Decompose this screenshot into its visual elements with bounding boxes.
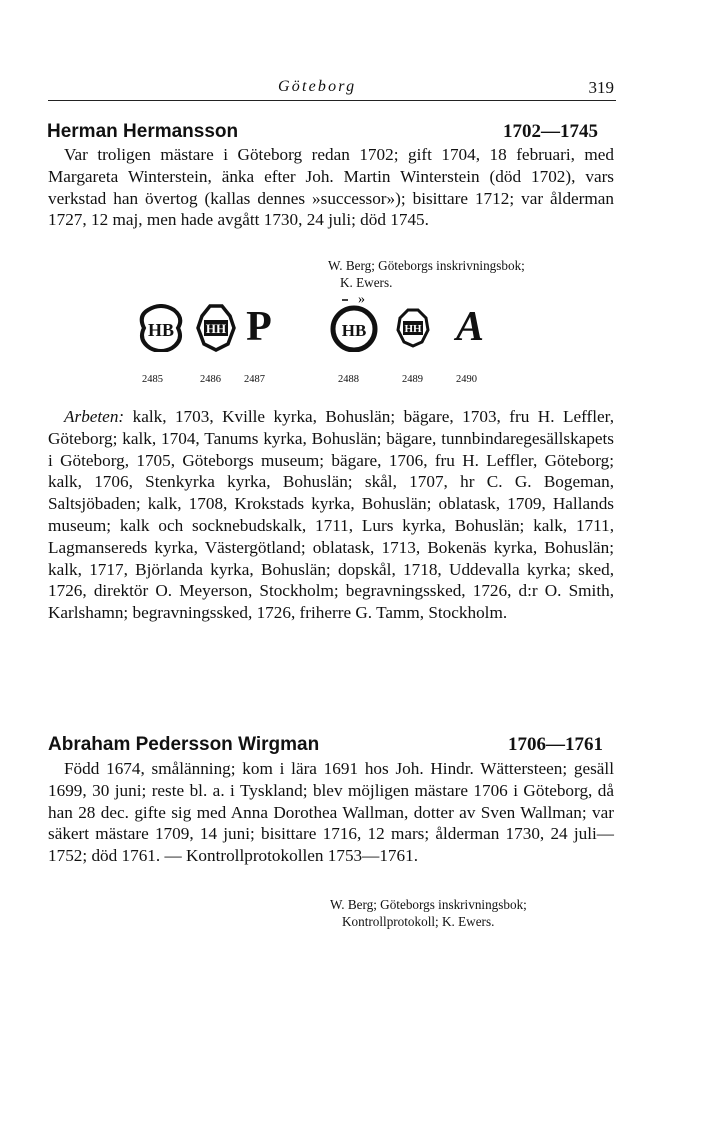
running-head-title: Göteborg	[278, 78, 357, 95]
svg-text:HB: HB	[147, 320, 175, 340]
source-line: K. Ewers.	[340, 275, 393, 290]
source-line: W. Berg; Göteborgs inskrivningsbok;	[328, 258, 525, 273]
hallmark-icon	[330, 304, 378, 352]
source-note	[330, 896, 527, 930]
mark-number: 2485	[142, 374, 163, 385]
works-list	[48, 406, 614, 624]
svg-text:»: »	[358, 292, 365, 306]
entry-years: 1702—1745	[503, 121, 598, 142]
works-label: Arbeten:	[64, 407, 125, 426]
svg-text:HH: HH	[205, 321, 227, 336]
svg-text:P: P	[246, 304, 272, 346]
svg-text:HB: HB	[341, 321, 367, 340]
svg-text:A: A	[455, 304, 485, 346]
mark-number: 2486	[200, 374, 221, 385]
hallmark-icon	[138, 304, 184, 352]
running-head	[48, 78, 616, 102]
hallmark-icon	[196, 304, 236, 352]
hallmarks	[138, 292, 518, 385]
mark-number: 2489	[402, 374, 423, 385]
svg-text:HH: HH	[404, 323, 422, 335]
source-line: Kontrollprotokoll; K. Ewers.	[342, 914, 495, 929]
hallmark-icon	[244, 302, 274, 346]
entry-name: Abraham Pedersson Wirgman	[48, 734, 320, 755]
header-rule	[48, 100, 616, 101]
entry-biography: Var troligen mästare i Göteborg redan 1702; gift 1704, 18 februari, med Margareta Winterstein, änka efter Joh. Martin Winterstein (död 1702), vars verkstad han övertog (kallas dennes »successor»); bisittare 1712; var ålderman 1727, 12 maj, men hade avgått 1730, 24 juli; död 1745.	[48, 145, 614, 230]
source-line: W. Berg; Göteborgs inskrivningsbok;	[330, 897, 527, 912]
mark-number: 2490	[456, 374, 477, 385]
page-number: 319	[588, 78, 614, 97]
entry-years: 1706—1761	[508, 734, 603, 755]
hallmark-icon	[450, 302, 490, 346]
entry-name: Herman Hermansson	[47, 121, 239, 142]
mark-number: 2487	[244, 374, 265, 385]
hallmark-icon	[396, 308, 430, 348]
works-text: kalk, 1703, Kville kyrka, Bohuslän; bägare, 1703, fru H. Leffler, Göteborg; kalk, 1704, Tanums kyrka, Bohuslän; bägare, tunnbindaregesällskapets i Göteborg, 1705, Göteborgs museum; bägare, 1706, fru H. Leffler, Göteborg; kalk, 1706, Stenkyrka kyrka, Bohuslän; skål, 1707, hr C. G. Bogeman, Saltsjöbaden; kalk, 1708, Krokstads kyrka, Bohuslän; oblatask, 1709, Hallands museum; kalk och socknebudskalk, 1711, Lurs kyrka, Bohuslän; kalk, 1711, Lagmansereds kyrka, Västergötland; oblatask, 1713, Bokenäs kyrka, Bohuslän; kalk, 1717, Björlanda kyrka, Bohuslän; dopskål, 1718, Uddevalla kyrka; sked, 1726, direktör O. Meyerson, Stockholm; begravningssked, 1726, d:r O. Smith, Karlshamn; begravningssked, 1726, friherre G. Tamm, Stockholm.	[48, 407, 614, 623]
source-note	[328, 257, 525, 291]
entry-biography: Född 1674, smålänning; kom i lära 1691 hos Joh. Hindr. Wättersteen; gesäll 1699, 30 juni; reste bl. a. i Tyskland; blev möjligen mästare 1706 i Göteborg, då han 28 dec. gifte sig med Anna Dorothea Wallman, dotter av Sven Wallman; var säkert mästare 1709, 14 juni; bisittare 1716, 12 mars; ålderman 1730, 24 juli—1752; död 1761. — Kontrollprotokollen 1753—1761.	[48, 759, 614, 866]
mark-number: 2488	[338, 374, 359, 385]
